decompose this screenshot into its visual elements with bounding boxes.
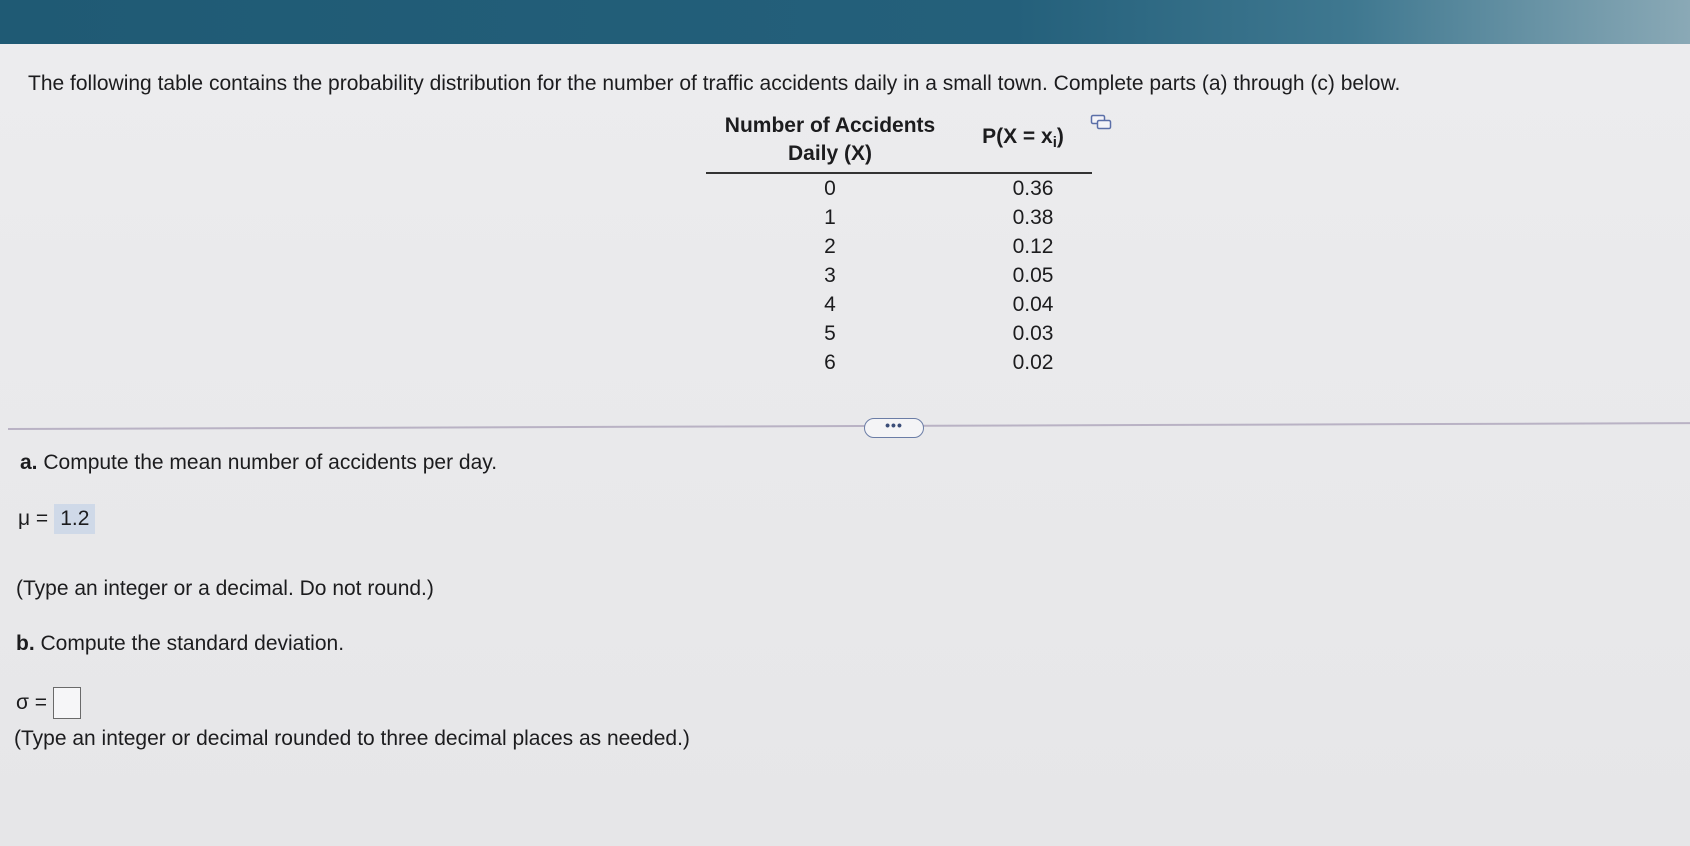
mean-answer-row: [18, 504, 95, 534]
part-b-hint: (Type an integer or decimal rounded to three decimal places as needed.): [14, 727, 690, 750]
question-intro: The following table contains the probability distribution for the number of traffic accidents daily in a small town. Complete parts (a) through (c) below.: [28, 72, 1401, 95]
p-value: 0.12: [1012, 235, 1054, 258]
probability-table: [706, 112, 1092, 377]
x-value: 5: [824, 322, 836, 345]
x-value: 0: [824, 177, 836, 200]
std-dev-input[interactable]: [53, 687, 81, 719]
table-row: [706, 173, 1092, 203]
section-divider: [8, 422, 1690, 430]
table-row: [706, 319, 1092, 348]
part-a-label: a.: [20, 451, 38, 474]
p-value: 0.05: [1012, 264, 1054, 287]
p-value: 0.36: [1012, 177, 1054, 200]
part-a-prompt: [20, 451, 497, 475]
sigma-symbol: σ =: [16, 691, 48, 714]
header-probability-subscript: i: [1052, 134, 1057, 151]
header-accidents: [706, 112, 954, 173]
x-value: 1: [824, 206, 836, 229]
header-bar: [0, 0, 1690, 44]
p-value: 0.03: [1012, 322, 1054, 345]
part-a-text: Compute the mean number of accidents per day.: [43, 451, 498, 474]
x-value: 2: [824, 235, 836, 258]
expand-button[interactable]: •••: [864, 418, 924, 438]
header-accidents-line2: Daily (X): [787, 142, 873, 165]
table-row: [706, 290, 1092, 319]
table-row: [706, 348, 1092, 377]
question-content: [0, 44, 1690, 846]
header-probability-prefix: P(X = x: [982, 125, 1053, 148]
x-value: 4: [824, 293, 836, 316]
part-b-text: Compute the standard deviation.: [40, 632, 345, 655]
part-b-label: b.: [16, 632, 35, 655]
table-row: [706, 232, 1092, 261]
header-probability-suffix: ): [1056, 125, 1064, 148]
x-value: 3: [824, 264, 836, 287]
part-b-prompt: [16, 632, 344, 656]
table-row: [706, 203, 1092, 232]
p-value: 0.04: [1012, 293, 1054, 316]
table-row: [706, 261, 1092, 290]
std-dev-answer-row: [16, 687, 81, 719]
mu-symbol: μ =: [18, 507, 49, 530]
p-value: 0.38: [1012, 206, 1054, 229]
mean-answer-field[interactable]: 1.2: [54, 504, 95, 534]
header-probability: [954, 112, 1092, 173]
part-a-hint: (Type an integer or a decimal. Do not round.): [16, 577, 434, 600]
x-value: 6: [824, 351, 836, 374]
copy-icon[interactable]: [1090, 114, 1112, 130]
p-value: 0.02: [1012, 351, 1054, 374]
header-accidents-line1: Number of Accidents: [724, 114, 936, 137]
